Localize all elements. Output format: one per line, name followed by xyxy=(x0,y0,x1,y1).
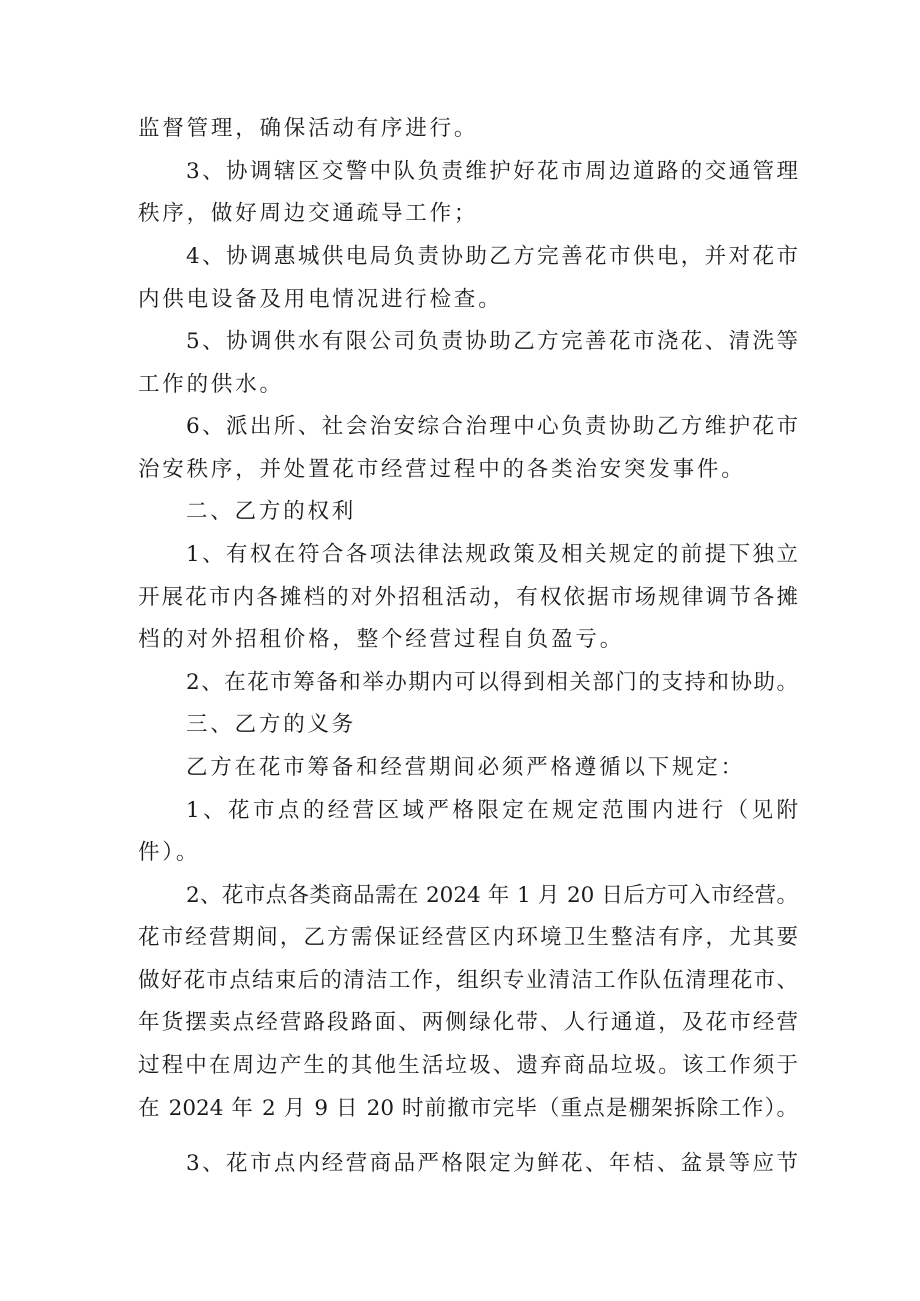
paragraph-line: 花市经营期间，乙方需保证经营区内环境卫生整洁有序，尤其要 xyxy=(138,925,798,950)
paragraph-line: 内供电设备及用电情况进行检查。 xyxy=(138,287,503,312)
paragraph-line: 监督管理，确保活动有序进行。 xyxy=(138,116,479,141)
paragraph-line: 开展花市内各摊档的对外招租活动，有权依据市场规律调节各摊 xyxy=(138,585,798,610)
paragraph-line: 1、有权在符合各项法律法规政策及相关规定的前提下独立 xyxy=(186,542,798,567)
paragraph-line: 3、花市点内经营商品严格限定为鲜花、年桔、盆景等应节 xyxy=(186,1151,798,1176)
paragraph-line: 6、派出所、社会治安综合治理中心负责协助乙方维护花市 xyxy=(186,414,798,439)
section-heading: 二、乙方的权利 xyxy=(186,499,357,524)
paragraph-line: 做好花市点结束后的清洁工作，组织专业清洁工作队伍清理花市、 xyxy=(138,968,798,993)
paragraph-line: 5、协调供水有限公司负责协助乙方完善花市浇花、清洗等 xyxy=(186,329,798,354)
paragraph-line: 治安秩序，并处置花市经营过程中的各类治安突发事件。 xyxy=(138,457,746,482)
paragraph-line: 工作的供水。 xyxy=(138,372,284,397)
paragraph-line: 2、花市点各类商品需在 2024 年 1 月 20 日后方可入市经营。 xyxy=(186,883,798,908)
paragraph-line: 乙方在花市筹备和经营期间必须严格遵循以下规定： xyxy=(186,755,745,780)
paragraph-line: 秩序，做好周边交通疏导工作； xyxy=(138,201,479,226)
paragraph-line: 在 2024 年 2 月 9 日 20 时前撤市完毕（重点是棚架拆除工作）。 xyxy=(138,1096,798,1121)
paragraph-line: 件）。 xyxy=(138,840,201,865)
paragraph-line: 年货摆卖点经营路段路面、两侧绿化带、人行通道，及花市经营 xyxy=(138,1010,798,1035)
paragraph-line: 1、花市点的经营区域严格限定在规定范围内进行（见附 xyxy=(186,798,798,823)
paragraph-line: 4、协调惠城供电局负责协助乙方完善花市供电，并对花市 xyxy=(186,244,798,269)
paragraph-line: 档的对外招租价格，整个经营过程自负盈亏。 xyxy=(138,627,625,652)
section-heading: 三、乙方的义务 xyxy=(186,712,357,737)
paragraph-line: 过程中在周边产生的其他生活垃圾、遗弃商品垃圾。该工作须于 xyxy=(138,1053,798,1078)
paragraph-line: 2、在花市筹备和举办期内可以得到相关部门的支持和协助。 xyxy=(186,670,798,695)
paragraph-line: 3、协调辖区交警中队负责维护好花市周边道路的交通管理 xyxy=(186,159,798,184)
